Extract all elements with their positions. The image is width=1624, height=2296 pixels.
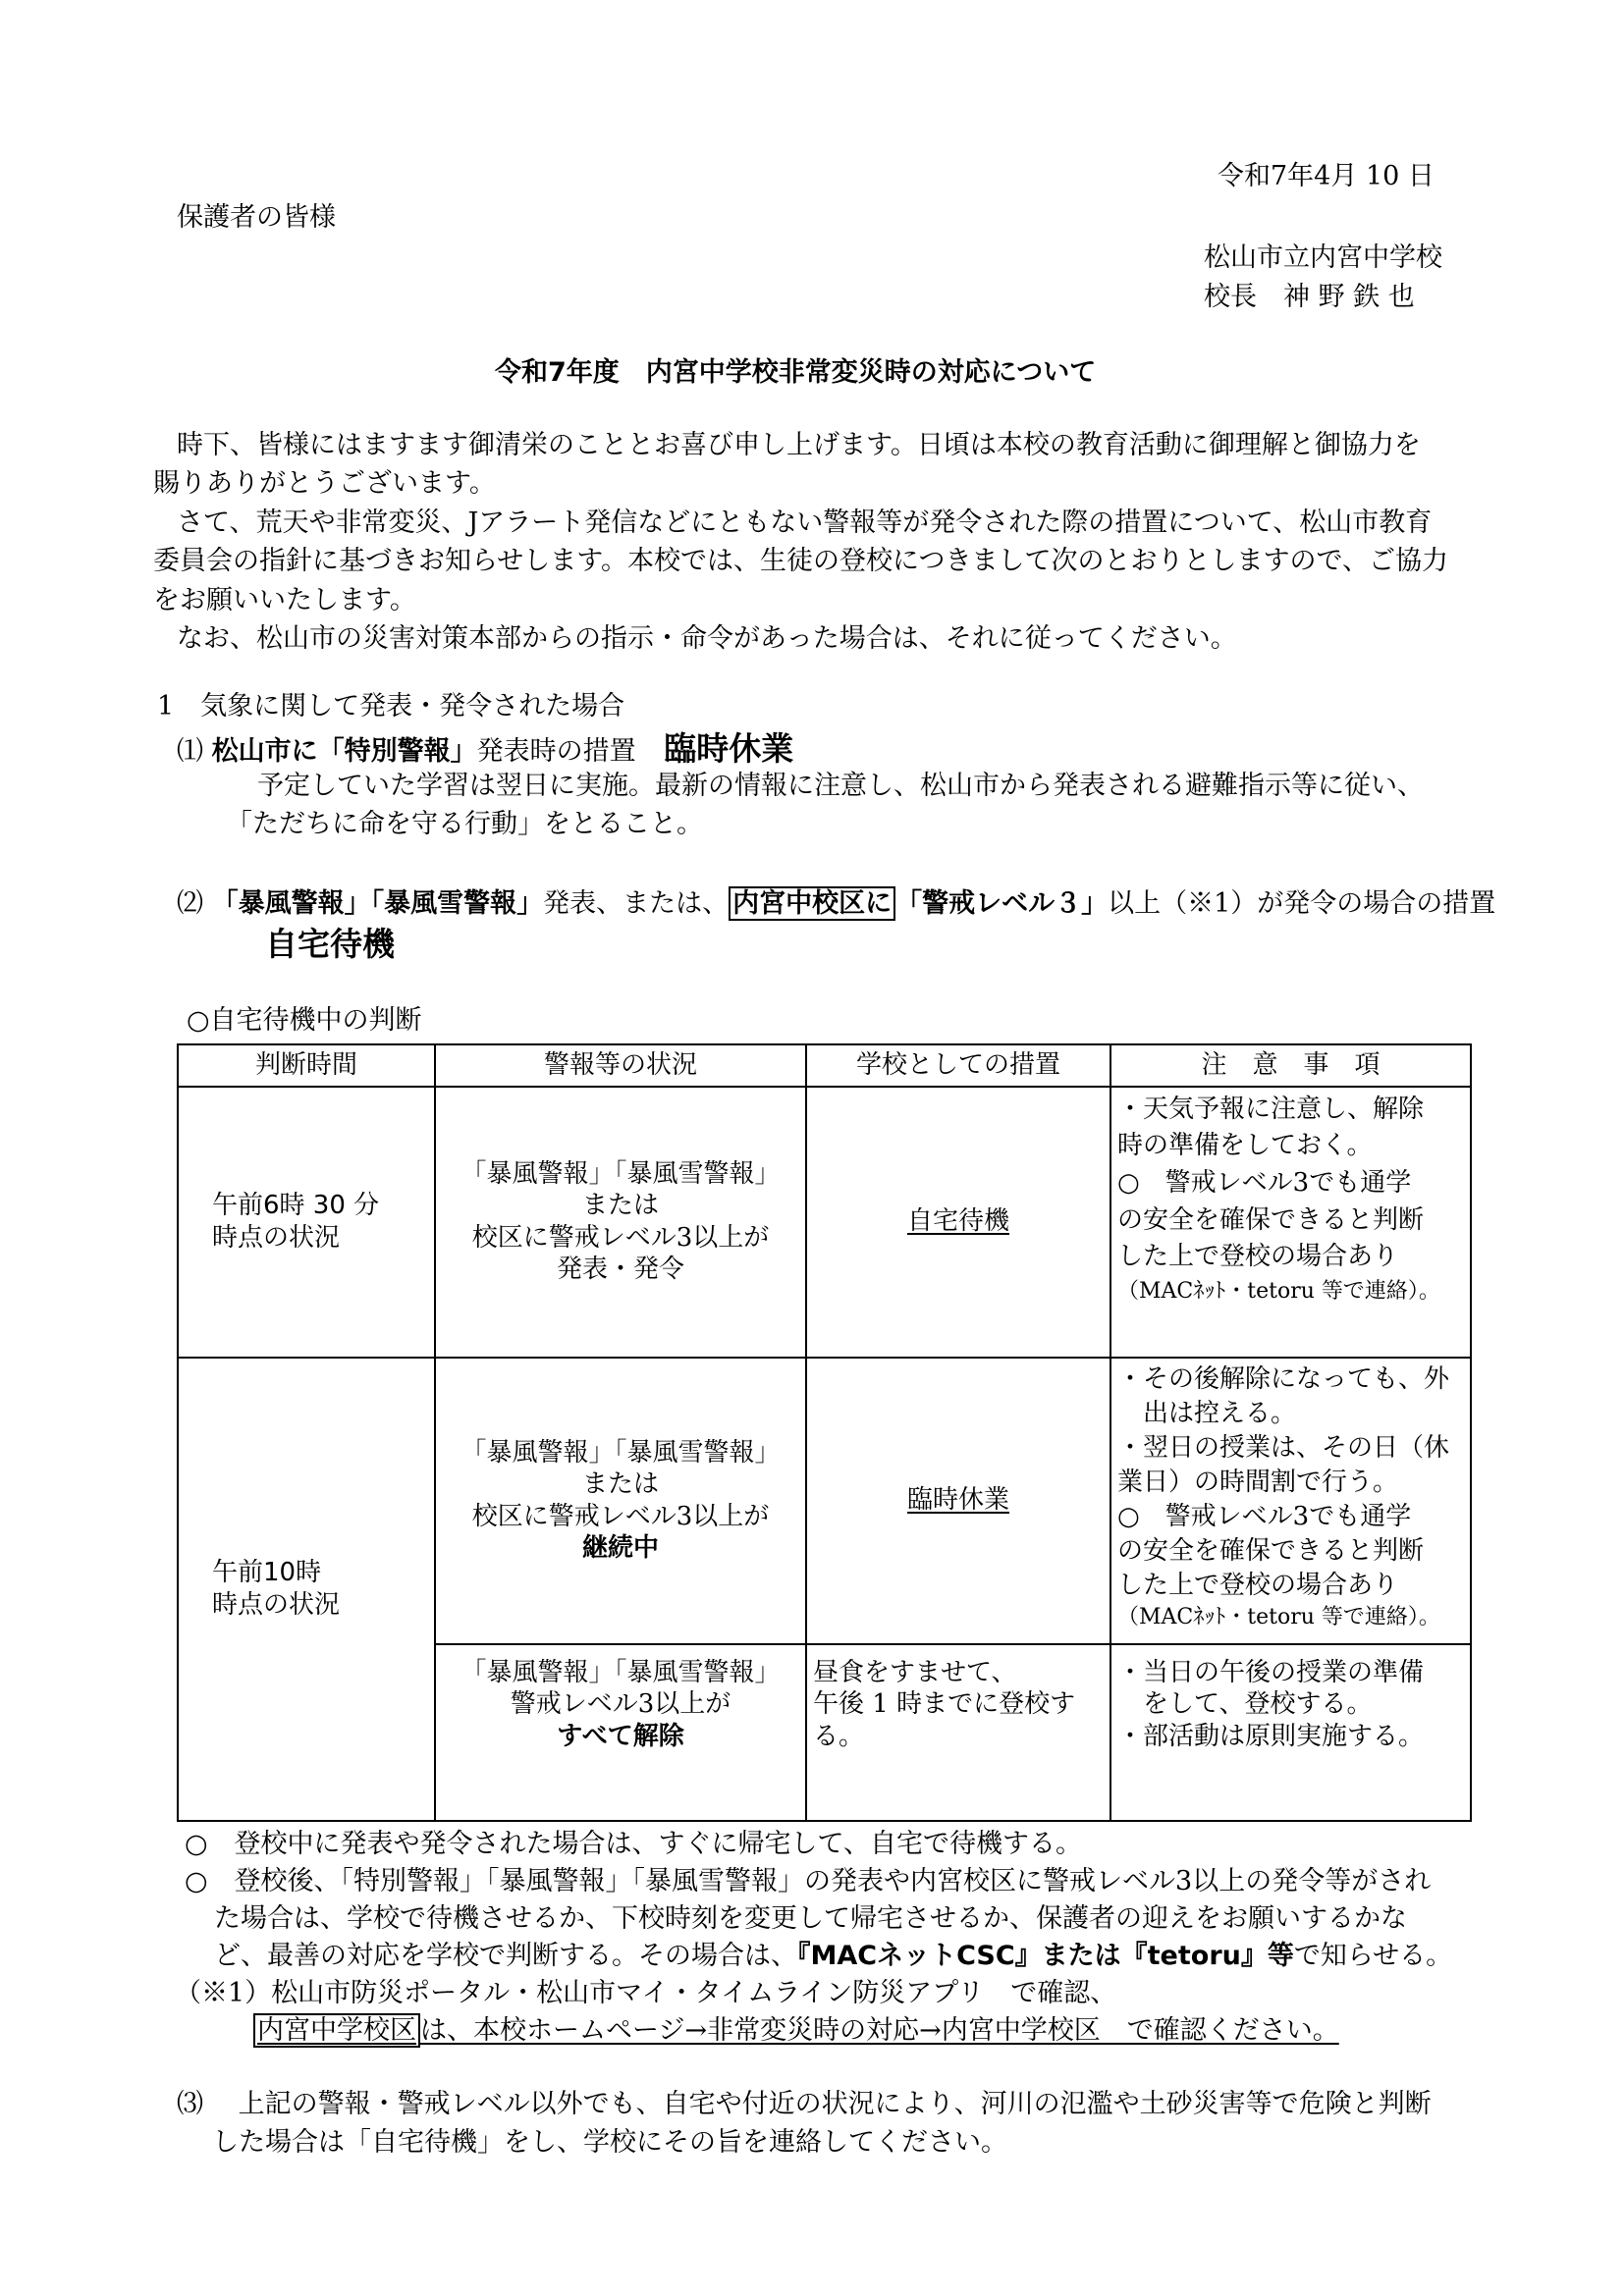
- row2-note-5: ○ 警戒レベル3でも通学: [1117, 1501, 1412, 1531]
- item1-bold-label: 松山市に「特別警報」: [211, 736, 477, 767]
- header-status: 警報等の状況: [435, 1044, 806, 1087]
- table-header-row: [178, 1044, 1471, 1087]
- row2-status-3: 校区に警戒レベル3以上が: [471, 1501, 770, 1531]
- item1-number: ⑴: [177, 736, 203, 767]
- footnote-boxed-district: 内宮中学校区: [253, 2013, 420, 2048]
- row1-time: [178, 1087, 435, 1358]
- after-line-3: た場合は、学校で待機させるか、下校時刻を変更して帰宅させるか、保護者の迎えをお願いするかな: [214, 1903, 1407, 1934]
- item2-measure: 自宅待機: [265, 925, 395, 963]
- item2-bold-2: 「警戒レベル３」: [895, 888, 1109, 919]
- intro-line-6: なお、松山市の災害対策本部からの指示・命令があった場合は、それに従ってください。: [177, 623, 1237, 654]
- footnote-1: （※1）松山市防災ポータル・松山市マイ・タイムライン防災アプリ で確認、: [175, 1978, 1117, 2008]
- item1-text-2: 「ただちに命を守る行動」をとること。: [226, 809, 703, 839]
- footnote-2-rest: は、本校ホームページ→非常変災時の対応→内宮中学校区 で確認ください。: [420, 2015, 1339, 2046]
- intro-line-1: 時下、皆様にはますます御清栄のこととお喜び申し上げます。日頃は本校の教育活動に御理解と御協力を: [177, 430, 1421, 460]
- row2-note-2: 出は控える。: [1117, 1398, 1297, 1428]
- after-line-4: [214, 1943, 1452, 1969]
- header-measure: 学校としての措置: [806, 1044, 1110, 1087]
- row3-notes: [1110, 1644, 1471, 1821]
- table-caption: ○自宅待機中の判断: [187, 1005, 422, 1036]
- item1-measure: 臨時休業: [664, 729, 794, 768]
- row1-status-4: 発表・発令: [556, 1255, 684, 1284]
- row3-note-3: ・部活動は原則実施する。: [1117, 1721, 1425, 1751]
- row3-status-cleared: すべて解除: [557, 1721, 684, 1751]
- row2-note-contact: （MACﾈｯﾄ・tetoru 等で連絡）。: [1117, 1605, 1440, 1630]
- after-line-4c: で知らせる。: [1293, 1941, 1453, 1971]
- row1-note-2: 時の準備をしておく。: [1117, 1131, 1373, 1161]
- row1-status: [435, 1087, 806, 1358]
- item2-number: ⑵: [177, 888, 203, 919]
- judgement-table: [177, 1043, 1472, 1822]
- row2-time: [178, 1358, 435, 1821]
- row3-note-2: をして、登校する。: [1117, 1689, 1373, 1719]
- row3-status-2: 警戒レベル3以上が: [510, 1689, 731, 1719]
- row1-note-contact: （MACﾈｯﾄ・tetoru 等で連絡）。: [1117, 1278, 1440, 1304]
- item3-line-2: した場合は「自宅待機」をし、学校にその旨を連絡してください。: [212, 2127, 1007, 2158]
- after-line-4a: ど、最善の対応を学校で判断する。その場合は、: [214, 1941, 797, 1971]
- item1-heading: [177, 729, 794, 768]
- row1-time-2: 時点の状況: [212, 1222, 341, 1253]
- item1-label: 発表時の措置: [476, 736, 636, 767]
- row1-note-5: した上で登校の場合あり: [1117, 1242, 1399, 1272]
- row3-status: [435, 1644, 806, 1821]
- row2-status: [435, 1358, 806, 1644]
- row3-note-1: ・当日の午後の授業の準備: [1117, 1657, 1425, 1687]
- sender-school: 松山市立内宮中学校: [1204, 242, 1442, 273]
- header-time: 判断時間: [178, 1044, 435, 1087]
- row2-status-1: 「暴風警報」「暴風雪警報」: [460, 1437, 781, 1468]
- intro-line-2: 賜りありがとうございます。: [153, 468, 496, 499]
- row3-measure-1: 昼食をすませて、: [813, 1657, 1017, 1687]
- intro-line-3: さて、荒天や非常変災、Jアラート発信などにともない警報等が発令された際の措置について、松山市教育: [177, 507, 1433, 538]
- row2-note-7: した上で登校の場合あり: [1117, 1571, 1399, 1601]
- row2-time-1: 午前10時: [212, 1558, 322, 1587]
- row1-notes: [1110, 1087, 1471, 1358]
- row2-note-3: ・翌日の授業は、その日（休: [1117, 1432, 1450, 1463]
- row3-status-1: 「暴風警報」「暴風雪警報」: [460, 1657, 781, 1687]
- row2-notes: [1110, 1358, 1471, 1644]
- document-title: 令和7年度 内宮中学校非常変災時の対応について: [495, 357, 1097, 388]
- item2-bold-1: 「暴風警報」「暴風雪警報」: [211, 888, 544, 919]
- section1-heading: 1 気象に関して発表・発令された場合: [157, 691, 625, 721]
- row1-note-3: ○ 警戒レベル3でも通学: [1117, 1167, 1412, 1198]
- after-line-2: ○ 登校後、「特別警報」「暴風警報」「暴風雪警報」の発表や内宮校区に警戒レベル3以上の発令等がされ: [185, 1866, 1432, 1896]
- row2-note-4: 業日）の時間割で行う。: [1117, 1467, 1399, 1497]
- item2-boxed-district: 内宮中校区に: [729, 886, 895, 921]
- intro-line-5: をお願いいたします。: [153, 585, 416, 615]
- date: 令和7年4月 10 日: [1218, 161, 1435, 191]
- row1-note-4: の安全を確保できると判断: [1117, 1204, 1425, 1235]
- row2-measure: 臨時休業: [806, 1358, 1110, 1644]
- row1-time-1: 午前6時 30 分: [212, 1191, 380, 1220]
- sender-principal: 校長 神 野 鉄 也: [1204, 282, 1415, 312]
- header-notes: 注 意 事 項: [1110, 1044, 1471, 1087]
- addressee: 保護者の皆様: [177, 202, 336, 233]
- row2-status-2: または: [581, 1469, 659, 1499]
- row1-status-3: 校区に警戒レベル3以上が: [471, 1222, 770, 1253]
- row3-measure-2: 午後 1 時までに登校す: [813, 1689, 1076, 1719]
- item2-rest: 以上（※1）が発令の場合の措置: [1108, 888, 1496, 919]
- row3-measure-3: る。: [813, 1721, 865, 1751]
- after-line-4-contact: 『MACネットCSC』または『tetoru』等: [797, 1941, 1294, 1971]
- row1-measure: 自宅待機: [806, 1087, 1110, 1358]
- footnote-2: [253, 2017, 1339, 2044]
- intro-line-4: 委員会の指針に基づきお知らせします。本校では、生徒の登校につきまして次のとおりとしますので、ご協力: [153, 546, 1448, 576]
- row1-status-1: 「暴風警報」「暴風雪警報」: [460, 1158, 781, 1189]
- row2-time-2: 時点の状況: [212, 1589, 341, 1620]
- table-row-0630: [178, 1087, 1471, 1358]
- after-line-1: ○ 登校中に発表や発令された場合は、すぐに帰宅して、自宅で待機する。: [185, 1829, 1083, 1859]
- row3-measure: [806, 1644, 1110, 1821]
- item3-line-1: ⑶ 上記の警報・警戒レベル以外でも、自宅や付近の状況により、河川の氾濫や土砂災害等で危険と判断: [177, 2089, 1432, 2119]
- row1-status-2: または: [581, 1191, 659, 1220]
- row2-note-1: ・その後解除になっても、外: [1117, 1363, 1450, 1394]
- item1-text-1: 予定していた学習は翌日に実施。最新の情報に注意し、松山市から発表される避難指示等に従い、: [257, 771, 1424, 801]
- item2-heading: [177, 890, 1495, 917]
- item2-mid: 発表、または、: [543, 888, 730, 919]
- table-row-1000: [178, 1358, 1471, 1644]
- row2-status-continuing: 継続中: [581, 1533, 659, 1563]
- row2-note-6: の安全を確保できると判断: [1117, 1535, 1425, 1566]
- row1-note-1: ・天気予報に注意し、解除: [1117, 1094, 1425, 1124]
